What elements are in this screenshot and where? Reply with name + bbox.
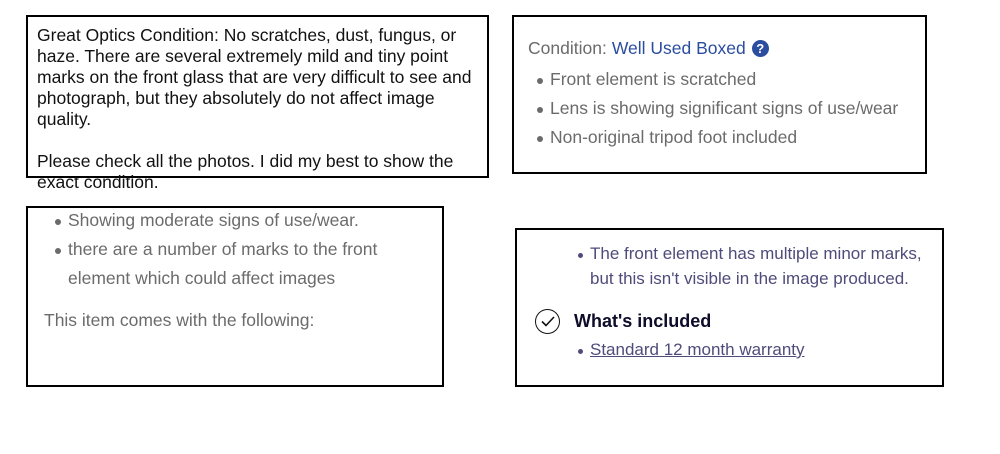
wear-list [44, 206, 432, 293]
photos-note-text: Please check all the photos. I did my best to show the exact condition. [37, 151, 454, 192]
check-circle-icon [535, 309, 560, 334]
element-notes-list [535, 242, 932, 291]
warranty-link[interactable]: Standard 12 month warranty [590, 338, 932, 363]
condition-value: Well Used Boxed [611, 38, 746, 58]
included-intro-text: This item comes with the following: [44, 310, 315, 330]
optics-condition-text: Great Optics Condition: No scratches, dust, fungus, or haze. There are several extremely mild and tiny point marks on the front glass that are very difficult to see and photograph, but they absolutely do not affect image quality. [37, 25, 472, 129]
included-items-list [535, 338, 932, 363]
list-item: Lens is showing significant signs of use/wear [550, 94, 915, 123]
condition-list [528, 65, 915, 152]
list-item: there are a number of marks to the front element which could affect images [68, 235, 432, 293]
list-item: Non-original tripod foot included [550, 123, 915, 152]
condition-description-panel [26, 15, 489, 192]
question-circle-icon[interactable]: ? [752, 40, 769, 57]
condition-label: Condition: [528, 38, 607, 58]
list-item: Showing moderate signs of use/wear. [68, 206, 432, 235]
list-item: Front element is scratched [550, 65, 915, 94]
whats-included-header [535, 309, 932, 334]
condition-line [528, 37, 915, 59]
list-item: The front element has multiple minor marks, but this isn't visible in the image produced. [590, 242, 932, 291]
wear-notes-panel [26, 206, 444, 387]
condition-rating-panel [512, 15, 927, 174]
whats-included-panel [515, 228, 944, 387]
whats-included-title: What's included [574, 311, 712, 331]
